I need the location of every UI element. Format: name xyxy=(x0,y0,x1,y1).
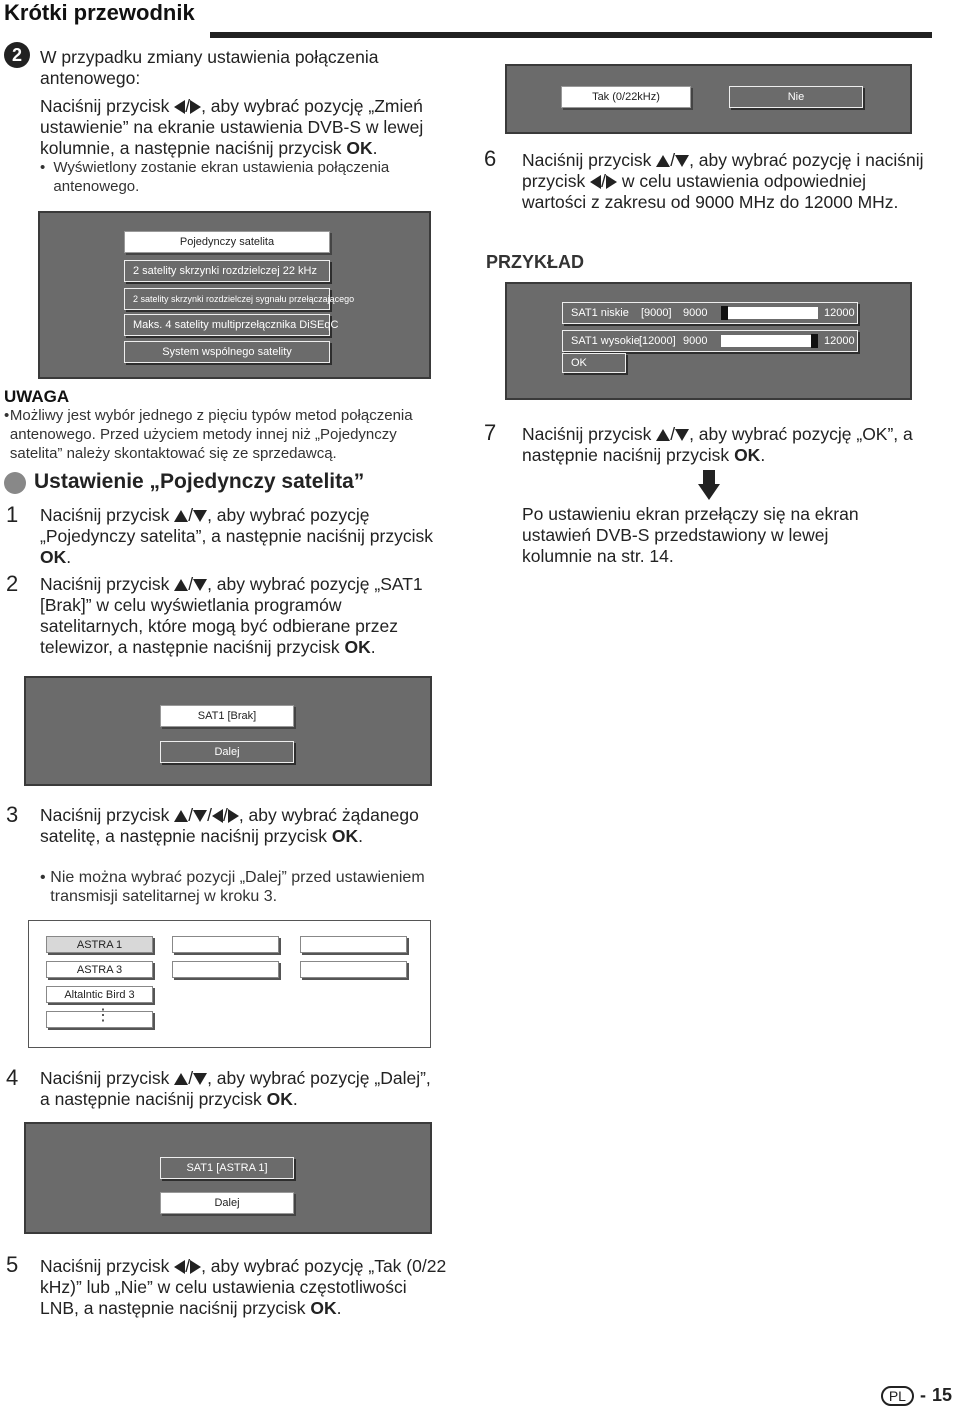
step-5-text: Naciśnij przycisk / , aby wybrać pozycję „Tak (0/22 kHz)” lub „Nie” w celu ustawienia częstotliwości LNB, a następnie naciśnij przycisk OK. xyxy=(40,1256,447,1318)
down-arrow-icon xyxy=(193,579,207,591)
lnb-frequency-screen xyxy=(505,64,912,134)
step-6-number: 6 xyxy=(484,146,497,171)
step-6-text: Naciśnij przycisk / , aby wybrać pozycję i naciśnij przycisk / w celu ustawienia odpowiedniej wartości z zakresu od 9000 MHz do 12000 MHz. xyxy=(522,150,924,212)
header-rule xyxy=(210,32,932,38)
note-text: • Możliwy jest wybór jednego z pięciu typów metod połączenia antenowego. Przed użyciem metody innej niż „Pojedynczy satelita” należy skontaktować się ze sprzedawcą. xyxy=(4,407,413,462)
step-2-text: Naciśnij przycisk / , aby wybrać pozycję „SAT1 [Brak]” w celu wyświetlania programów satelitarnych, które mogą być odbierane przez telewizor, a następnie naciśnij przycisk OK. xyxy=(40,574,423,657)
satellite-item[interactable]: ASTRA 3 xyxy=(46,961,153,978)
lnb-range-screen xyxy=(505,282,912,400)
section-bullet-icon xyxy=(4,472,26,494)
right-arrow-icon xyxy=(190,1260,201,1274)
language-badge: PL xyxy=(881,1386,914,1406)
step-3-bullet: • Nie można wybrać pozycji „Dalej” przed ustawieniem transmisji satelitarnej w kroku 3. xyxy=(40,869,425,905)
connection-type-screen xyxy=(38,211,431,379)
right-arrow-icon xyxy=(606,175,617,189)
step-7-number: 7 xyxy=(484,420,497,445)
yes-22khz-button[interactable]: Tak (0/22kHz) xyxy=(561,86,691,108)
step-badge-label: 2 xyxy=(11,44,22,65)
section-title: Ustawienie „Pojedynczy satelita” xyxy=(34,470,365,493)
step-4-number: 4 xyxy=(6,1065,19,1090)
satellite-item[interactable]: Altalntic Bird 3 xyxy=(46,986,153,1003)
up-arrow-icon xyxy=(174,810,188,822)
satellite-list-screen xyxy=(28,920,431,1048)
low-slider-knob[interactable] xyxy=(721,306,728,320)
down-arrow-icon xyxy=(193,510,207,522)
step-3-text: Naciśnij przycisk / / / , aby wybrać żądanego satelitę, a następnie naciśnij przycisk OK. xyxy=(40,805,419,846)
intro-heading: W przypadku zmiany ustawienia połączenia antenowego: xyxy=(40,47,379,88)
left-arrow-icon xyxy=(174,100,185,114)
satellite-item[interactable] xyxy=(172,961,279,978)
up-arrow-icon xyxy=(174,579,188,591)
sat1-none-item[interactable]: SAT1 [Brak] xyxy=(160,705,294,727)
right-arrow-icon xyxy=(228,809,239,823)
note-title: UWAGA xyxy=(4,387,70,406)
down-arrow-icon xyxy=(675,429,689,441)
up-arrow-icon xyxy=(656,429,670,441)
step-2-number: 2 xyxy=(6,571,19,596)
down-arrow-icon xyxy=(193,810,207,822)
option-common-satellite[interactable]: System wspólnego satelity xyxy=(124,341,330,363)
satellite-item[interactable] xyxy=(300,961,407,978)
left-arrow-icon xyxy=(174,1260,185,1274)
option-2-sat-22khz[interactable]: 2 satelity skrzynki rozdzielczej 22 kHz xyxy=(124,260,330,282)
more-items-indicator: ⋮ xyxy=(95,1007,111,1024)
page-title: Krótki przewodnik xyxy=(4,0,195,25)
next-button[interactable]: Dalej xyxy=(160,1192,294,1214)
left-arrow-icon xyxy=(212,809,223,823)
satellite-select-screen xyxy=(24,676,432,786)
step-1-text: Naciśnij przycisk / , aby wybrać pozycję „Pojedynczy satelita”, a następnie naciśnij przycisk OK. xyxy=(40,505,433,567)
example-label: PRZYKŁAD xyxy=(486,252,584,272)
intro-paragraph: Naciśnij przycisk / , aby wybrać pozycję „Zmień ustawienie” na ekranie ustawienia DVB-S w lewej kolumnie, a następnie naciśnij przycisk OK. xyxy=(40,96,424,158)
high-slider[interactable] xyxy=(721,335,818,347)
satellite-item[interactable] xyxy=(172,936,279,953)
no-button[interactable]: Nie xyxy=(729,86,863,108)
after-note: Po ustawieniu ekran przełączy się na ekran ustawień DVB-S przedstawiony w lewej kolumnie na str. 14. xyxy=(522,504,859,566)
step-badge xyxy=(4,42,30,68)
step-4-text: Naciśnij przycisk / , aby wybrać pozycję „Dalej”, a następnie naciśnij przycisk OK. xyxy=(40,1068,431,1109)
down-arrow-icon xyxy=(675,155,689,167)
left-arrow-icon xyxy=(590,175,601,189)
low-slider[interactable] xyxy=(721,307,818,319)
sat1-astra1-item[interactable]: SAT1 [ASTRA 1] xyxy=(160,1157,294,1179)
intro-bullet: • Wyświetlony zostanie ekran ustawienia połączenia antenowego. xyxy=(40,159,390,195)
satellite-item[interactable]: ASTRA 1 xyxy=(46,936,153,953)
up-arrow-icon xyxy=(174,510,188,522)
page-number: PL - 15 xyxy=(881,1385,952,1406)
step-7-text: Naciśnij przycisk / , aby wybrać pozycję „OK”, a następnie naciśnij przycisk OK. xyxy=(522,424,913,465)
step-3-number: 3 xyxy=(6,802,19,827)
option-2-sat-toneburst[interactable]: 2 satelity skrzynki rozdzielczej sygnału przełączającego xyxy=(124,288,330,310)
step-1-number: 1 xyxy=(6,502,19,527)
right-arrow-icon xyxy=(190,100,201,114)
up-arrow-icon xyxy=(174,1073,188,1085)
step-5-number: 5 xyxy=(6,1252,19,1277)
high-slider-knob[interactable] xyxy=(811,334,818,348)
next-button[interactable]: Dalej xyxy=(160,741,294,763)
down-arrow-icon xyxy=(698,470,720,500)
satellite-item[interactable] xyxy=(300,936,407,953)
down-arrow-icon xyxy=(193,1073,207,1085)
sat1-high-row[interactable]: SAT1 wysokie [12000] 9000 12000 xyxy=(562,330,858,352)
option-4-sat-diseqc[interactable]: Maks. 4 satelity multiprzełącznika DiSEqC xyxy=(124,314,330,336)
option-single-satellite[interactable]: Pojedynczy satelita xyxy=(124,231,330,253)
sat1-low-row[interactable]: SAT1 niskie [9000] 9000 12000 xyxy=(562,302,858,324)
satellite-next-screen xyxy=(24,1122,432,1234)
ok-button[interactable]: OK xyxy=(562,353,626,373)
up-arrow-icon xyxy=(656,155,670,167)
